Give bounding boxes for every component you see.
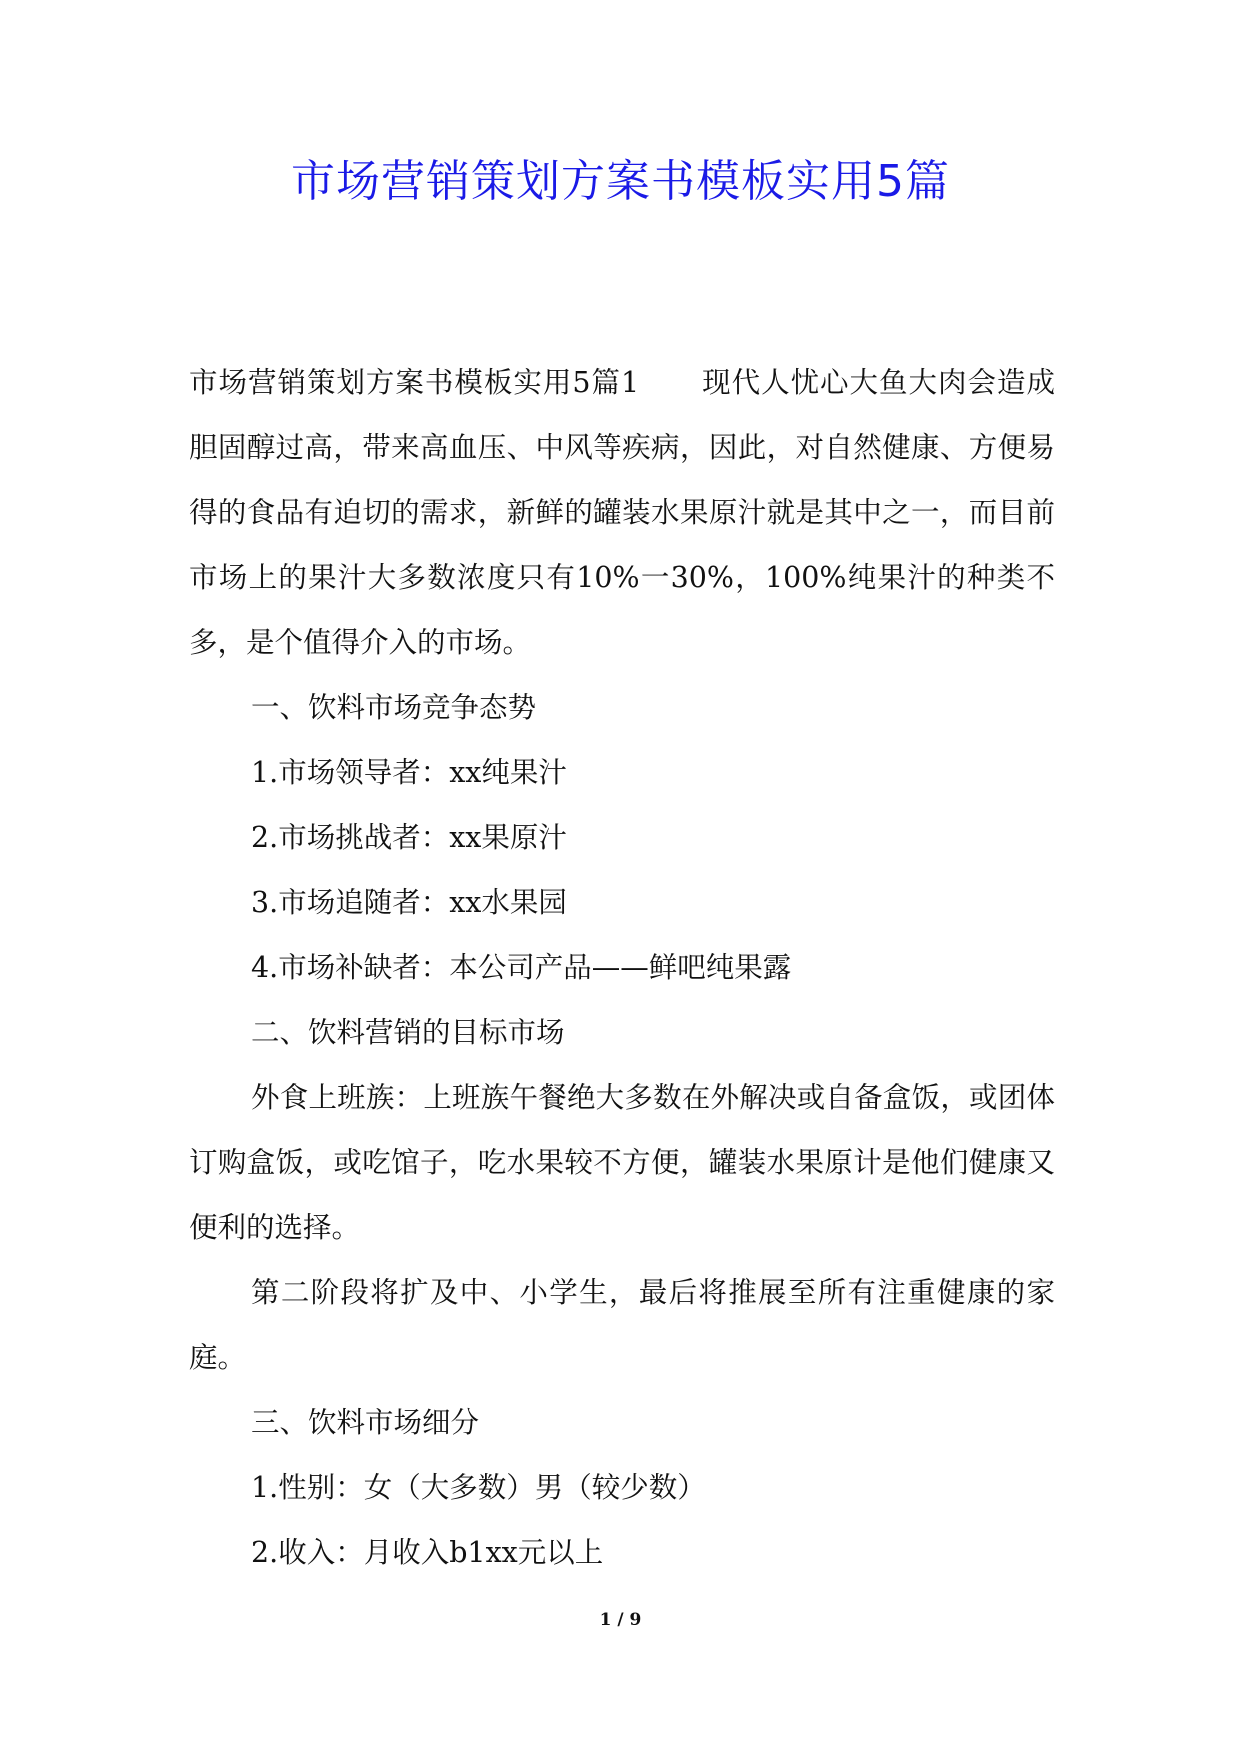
- section-heading-segmentation: 三、饮料市场细分: [251, 1406, 480, 1439]
- paragraph-second-stage: 第二阶段将扩及中、小学生，最后将推展至所有注重健康的家庭。: [189, 1276, 1055, 1374]
- list-item-income: 2.收入：月收入b1xx元以上: [251, 1536, 604, 1569]
- list-item-gender: 1.性别：女（大多数）男（较少数）: [251, 1471, 706, 1504]
- list-item-market-follower: 3.市场追随者：xx水果园: [251, 886, 567, 919]
- intro-text: 现代人忧心大鱼大肉会造成胆固醇过高，带来高血压、中风等疾病，因此，对自然健康、方便易得的食品有迫切的需求，新鲜的罐装水果原汁就是其中之一，而目前市场上的果汁大多数浓度只有10%一30%，100%纯果汁的种类不多，是个值得介入的市场。: [189, 366, 1055, 659]
- intro-heading: 市场营销策划方案书模板实用5篇1: [189, 366, 640, 399]
- intro-paragraph: [189, 350, 1055, 675]
- document-title: 市场营销策划方案书模板实用5篇: [291, 156, 950, 207]
- list-item-market-leader: 1.市场领导者：xx纯果汁: [251, 756, 567, 789]
- paragraph-office-workers: 外食上班族：上班族午餐绝大多数在外解决或自备盒饭，或团体订购盒饭，或吃馆子，吃水果较不方便，罐装水果原计是他们健康又便利的选择。: [189, 1081, 1055, 1244]
- list-item-market-nicher: 4.市场补缺者：本公司产品——鲜吧纯果露: [251, 951, 792, 984]
- section-heading-competition: 一、饮料市场竞争态势: [251, 691, 537, 724]
- document-body: [189, 350, 1055, 1585]
- section-heading-target-market: 二、饮料营销的目标市场: [251, 1016, 565, 1049]
- page-number: 1 / 9: [599, 1610, 642, 1630]
- list-item-market-challenger: 2.市场挑战者：xx果原汁: [251, 821, 567, 854]
